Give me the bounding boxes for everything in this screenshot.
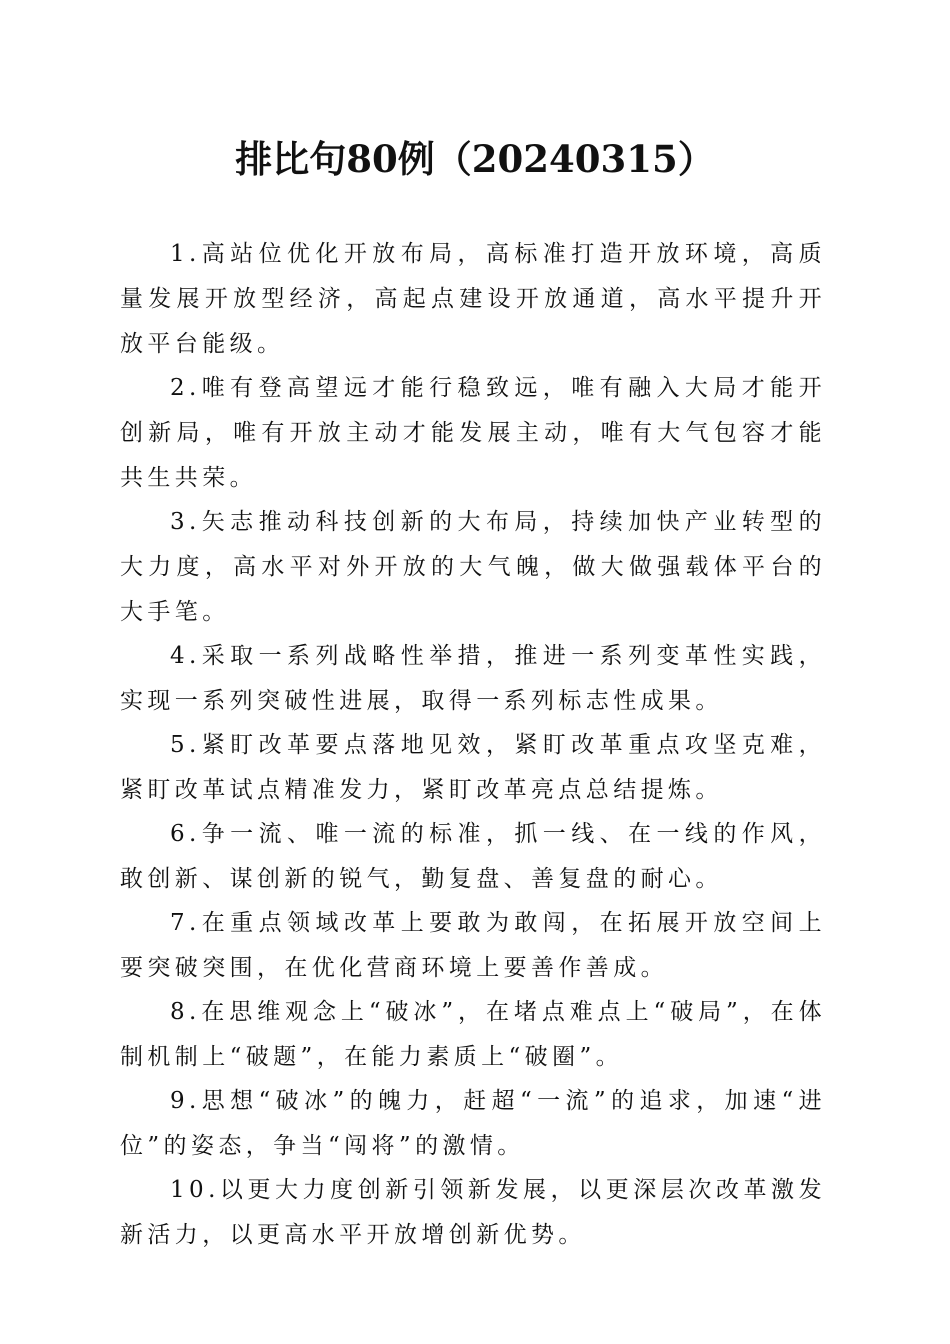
paragraph-2: 2.唯有登高望远才能行稳致远，唯有融入大局才能开创新局，唯有开放主动才能发展主动，唯有大气包容才能共生共荣。 [120, 375, 826, 491]
paragraph-8: 8.在思维观念上“破冰”，在堵点难点上“破局”，在体制机制上“破题”，在能力素质上“破圈”。 [120, 999, 826, 1070]
paragraph-5: 5.紧盯改革要点落地见效，紧盯改革重点攻坚克难，紧盯改革试点精准发力，紧盯改革亮点总结提炼。 [120, 732, 826, 803]
paragraph-3: 3.矢志推动科技创新的大布局，持续加快产业转型的大力度，高水平对外开放的大气魄，做大做强载体平台的大手笔。 [120, 509, 826, 625]
paragraph-7: 7.在重点领域改革上要敢为敢闯，在拓展开放空间上要突破突围，在优化营商环境上要善作善成。 [120, 910, 826, 981]
document-body [120, 232, 826, 1257]
paragraph-9: 9.思想“破冰”的魄力，赶超“一流”的追求，加速“进位”的姿态，争当“闯将”的激情。 [120, 1088, 826, 1159]
paragraph-6: 6.争一流、唯一流的标准，抓一线、在一线的作风，敢创新、谋创新的锐气，勤复盘、善复盘的耐心。 [120, 821, 826, 892]
document-title: 排比句80例（20240315） [235, 137, 715, 181]
paragraph-1: 1.高站位优化开放布局，高标准打造开放环境，高质量发展开放型经济，高起点建设开放通道，高水平提升开放平台能级。 [120, 241, 826, 357]
paragraph-4: 4.采取一系列战略性举措，推进一系列变革性实践，实现一系列突破性进展，取得一系列标志性成果。 [120, 643, 826, 714]
paragraph-10: 10.以更大力度创新引领新发展，以更深层次改革激发新活力，以更高水平开放增创新优势。 [120, 1177, 826, 1248]
